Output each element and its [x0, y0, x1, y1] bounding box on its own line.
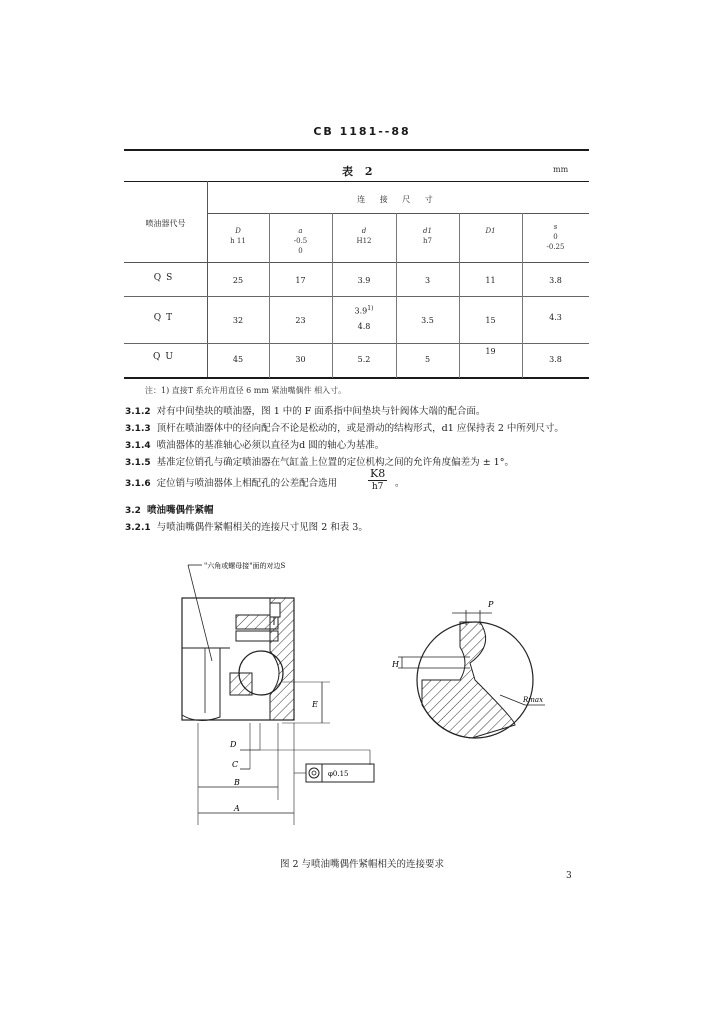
row-header: 喷油器代号 [145, 219, 186, 228]
table-header-rule [124, 181, 589, 182]
para-3-1-3: 3.1.3 顶杆在喷油器体中的径向配合不论是松动的，或是滑动的结构形式，d1 应保持表 2 中所列尺寸。 [125, 423, 564, 434]
cap-cross-section [182, 598, 294, 721]
col-header-a: a -0.5 0 [293, 227, 308, 255]
fit-fraction: K8 h7 [370, 467, 386, 492]
svg-text:A: A [234, 804, 240, 813]
group-header: 连 接 尺 寸 [357, 195, 439, 204]
cell-d-alt-qt: 4.8 [357, 322, 371, 331]
fraction-tail: 。 [395, 478, 405, 489]
row-code-qs: QS [153, 273, 178, 283]
para-3-1-2: 3.1.2 对有中间垫块的喷油器，图 1 中的 F 面系指中间垫块与针阀体大端的配合面。 [125, 406, 486, 417]
group-header-rule [207, 213, 589, 214]
callout-leader [188, 565, 212, 661]
callout-label: "六角或螺母接"面的对边S [204, 562, 286, 570]
cell: 3.8 [549, 355, 562, 364]
table-unit: mm [553, 165, 569, 174]
standard-number: CB 1181--88 [313, 125, 411, 138]
table-title: 表 2 [342, 165, 377, 178]
para-3-1-4: 3.1.4 喷油器体的基准轴心必须以直径为d 圆的轴心为基准。 [125, 440, 385, 451]
row-rule [124, 343, 589, 344]
table-bottom-rule [124, 377, 589, 379]
svg-text:E: E [312, 700, 318, 709]
cell: 3.8 [549, 276, 562, 285]
col-header-D1: D1 [485, 227, 496, 235]
svg-text:C: C [232, 760, 239, 769]
col-header-s: s 0 -0.25 [546, 223, 565, 251]
col-header-d: d H12 [356, 227, 372, 245]
cell: 4.3 [549, 313, 562, 322]
cell: 3.9 [357, 276, 371, 285]
svg-text:P: P [488, 600, 494, 609]
svg-text:D: D [230, 740, 237, 749]
svg-text:φ0.15: φ0.15 [328, 770, 349, 778]
row-rule [124, 296, 589, 297]
svg-text:H: H [392, 660, 399, 669]
table-top-rule [124, 149, 589, 151]
detail-view [398, 610, 545, 738]
page-number: 3 [566, 871, 572, 881]
column-header-rule [124, 262, 589, 263]
cell: 5 [424, 355, 431, 364]
tolerance-frame [294, 764, 374, 782]
col-header-D: D h 11 [230, 227, 246, 245]
row-code-qt: QT [153, 313, 178, 323]
cell: 19 [485, 347, 496, 356]
svg-text:B: B [234, 778, 240, 787]
cell-d-qt: 3.9$^{1)}$ [354, 305, 374, 316]
cell: 15 [485, 316, 496, 325]
cell: 17 [295, 276, 306, 285]
cell: 11 [485, 276, 496, 285]
cell: 30 [295, 355, 306, 364]
cell: 23 [295, 316, 306, 325]
figure-2 [170, 555, 550, 835]
cell: 32 [232, 316, 244, 325]
cell: 25 [232, 276, 244, 285]
table-note: 注：1) 直接T 系允许用直径 6 mm 紧油嘴偶件 相入寸。 [145, 386, 347, 395]
para-3-1-6: 3.1.6 定位销与喷油器体上相配孔的公差配合选用 [125, 478, 338, 489]
cell: 3 [424, 276, 431, 285]
col-header-d1: d1 h7 [423, 227, 432, 245]
para-3-2-1: 3.2.1 与喷油嘴偶件紧帽相关的连接尺寸见图 2 和表 3。 [125, 522, 368, 533]
cell: 45 [232, 355, 244, 364]
cell: 5.2 [357, 355, 371, 364]
row-code-qu: QU [153, 352, 178, 362]
section-3-2: 3.2 喷油嘴偶件紧帽 [125, 505, 214, 516]
figure-caption: 图 2 与喷油嘴偶件紧帽相关的连接要求 [279, 859, 445, 870]
svg-text:Rmax: Rmax [523, 696, 544, 704]
cell: 3.5 [421, 316, 434, 325]
para-3-1-5: 3.1.5 基准定位销孔与确定喷油器在气缸盖上位置的定位机构之间的允许角度偏差为 ± 1°。 [125, 457, 514, 468]
